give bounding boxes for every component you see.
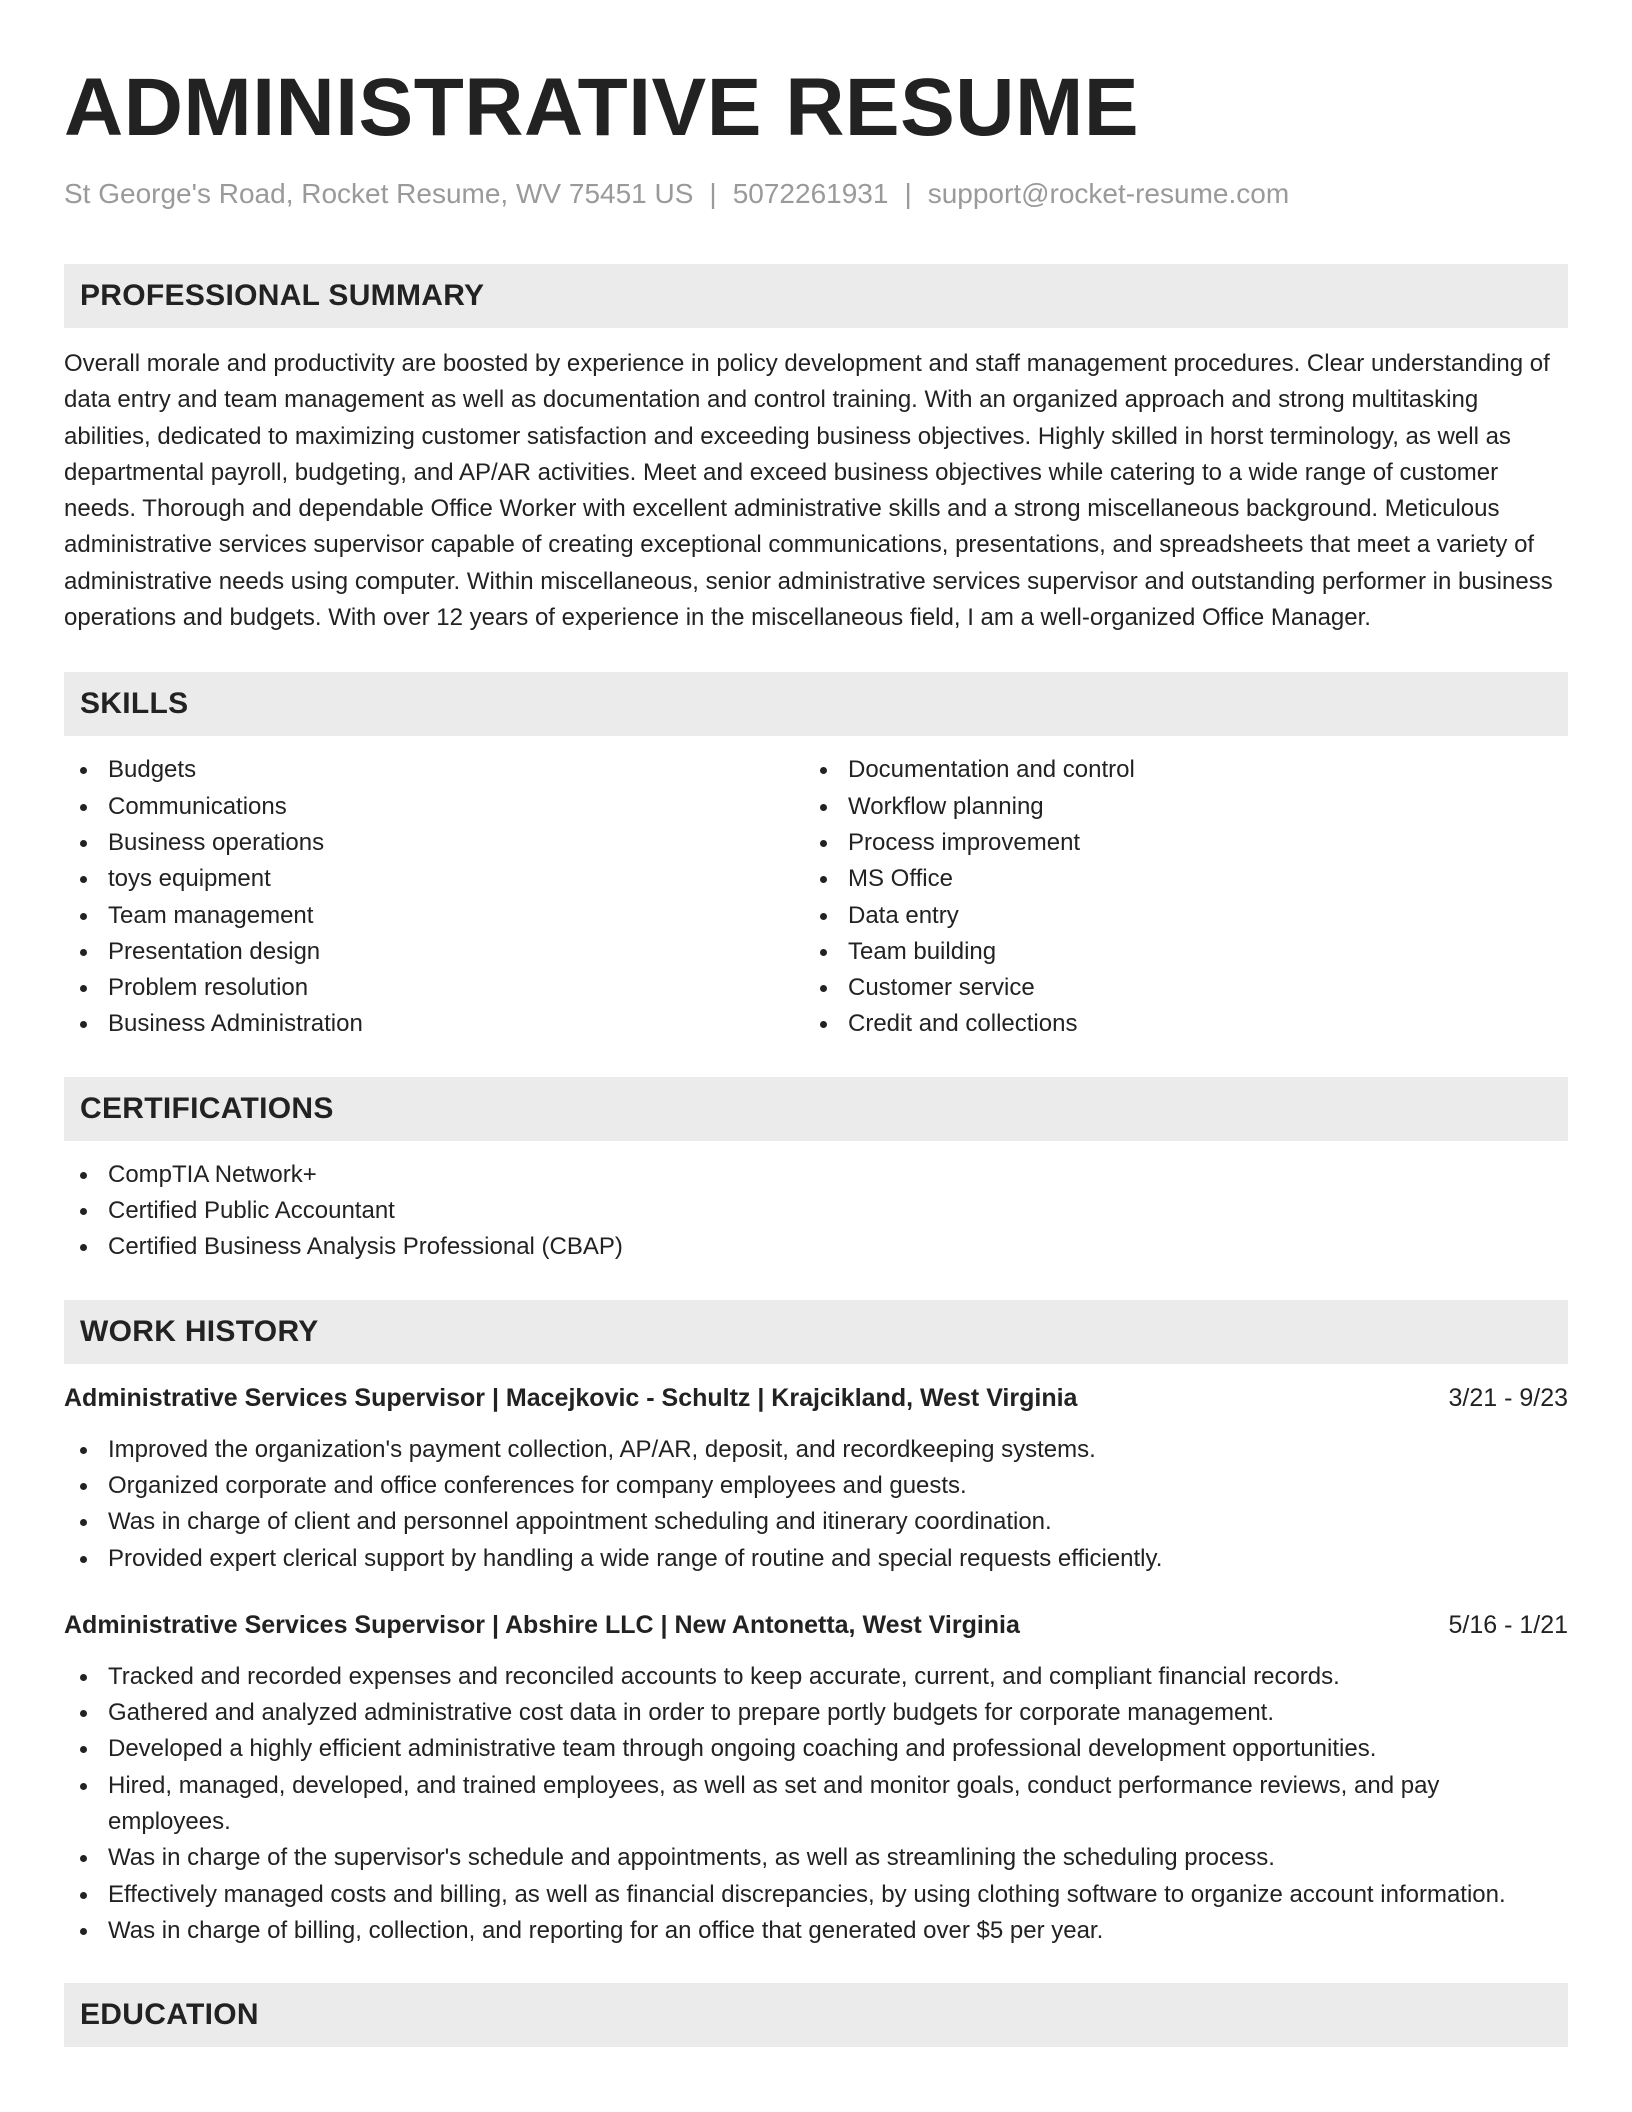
section-header-education: EDUCATION <box>64 1983 1568 2047</box>
job-bullet: Provided expert clerical support by handling a wide range of routine and special requests efficiently. <box>64 1541 1568 1577</box>
skill-item: Workflow planning <box>816 789 1568 825</box>
skill-item: Documentation and control <box>816 752 1568 788</box>
section-header-certifications: CERTIFICATIONS <box>64 1077 1568 1141</box>
job-bullet: Improved the organization's payment collection, AP/AR, deposit, and recordkeeping systems. <box>64 1432 1568 1468</box>
contact-email: support@rocket-resume.com <box>927 178 1290 209</box>
job-bullet: Organized corporate and office conferences for company employees and guests. <box>64 1468 1568 1504</box>
job-bullet: Tracked and recorded expenses and reconciled accounts to keep accurate, current, and compliant financial records. <box>64 1659 1568 1695</box>
section-header-work-history: WORK HISTORY <box>64 1300 1568 1364</box>
certification-item: CompTIA Network+ <box>64 1157 1568 1193</box>
skill-item: Presentation design <box>64 934 816 970</box>
contact-separator: | <box>709 178 717 209</box>
contact-line <box>64 176 1568 212</box>
contact-separator: | <box>904 178 912 209</box>
skill-item: Process improvement <box>816 825 1568 861</box>
job-dates: 5/16 - 1/21 <box>1448 1610 1568 1639</box>
job-title: Administrative Services Supervisor | Macejkovic - Schultz | Krajcikland, West Virginia <box>64 1383 1078 1412</box>
job-bullet: Hired, managed, developed, and trained employees, as well as set and monitor goals, conduct performance reviews, and pay employees. <box>64 1768 1568 1841</box>
job-dates: 3/21 - 9/23 <box>1448 1383 1568 1412</box>
summary-text: Overall morale and productivity are boosted by experience in policy development and staff management procedures. Clear understanding of data entry and team management as well as documentation and control training. With an organized approach and strong multitasking abilities, dedicated to maximizing customer satisfaction and exceeding business objectives. Highly skilled in horst terminology, as well as departmental payroll, budgeting, and AP/AR activities. Meet and exceed business objectives while catering to a wide range of customer needs. Thorough and dependable Office Worker with excellent administrative skills and a strong miscellaneous background. Meticulous administrative services supervisor capable of creating exceptional communications, presentations, and spreadsheets that meet a variety of administrative needs using computer. Within miscellaneous, senior administrative services supervisor and outstanding performer in business operations and budgets. With over 12 years of experience in the miscellaneous field, I am a well-organized Office Manager. <box>64 350 1553 632</box>
skill-item: Communications <box>64 789 816 825</box>
job-bullet: Was in charge of billing, collection, and reporting for an office that generated over $5 per year. <box>64 1913 1568 1949</box>
certifications-list <box>64 1157 1568 1266</box>
job-header <box>64 1380 1568 1416</box>
contact-address: St George's Road, Rocket Resume, WV 75451 US <box>64 178 694 209</box>
job-bullet: Was in charge of the supervisor's schedule and appointments, as well as streamlining the scheduling process. <box>64 1840 1568 1876</box>
skill-item: Budgets <box>64 752 816 788</box>
skills-grid <box>64 752 1568 1042</box>
section-header-summary: PROFESSIONAL SUMMARY <box>64 264 1568 328</box>
skills-list-right <box>816 752 1568 1042</box>
contact-phone: 5072261931 <box>732 178 889 209</box>
skill-item: toys equipment <box>64 861 816 897</box>
skill-item: Credit and collections <box>816 1006 1568 1042</box>
certification-item: Certified Public Accountant <box>64 1193 1568 1229</box>
job-bullet-list <box>64 1659 1568 1949</box>
skills-list-left <box>64 752 816 1042</box>
skills-column-right <box>816 752 1568 1042</box>
certification-item: Certified Business Analysis Professional (CBAP) <box>64 1229 1568 1265</box>
job-bullet: Effectively managed costs and billing, as well as financial discrepancies, by using clothing software to organize account information. <box>64 1877 1568 1913</box>
job-bullet-list <box>64 1432 1568 1577</box>
skills-column-left <box>64 752 816 1042</box>
job-bullet: Was in charge of client and personnel appointment scheduling and itinerary coordination. <box>64 1504 1568 1540</box>
section-header-skills: SKILLS <box>64 672 1568 736</box>
job-header <box>64 1607 1568 1643</box>
job-entry <box>64 1607 1568 1949</box>
skill-item: Business Administration <box>64 1006 816 1042</box>
skill-item: Data entry <box>816 898 1568 934</box>
job-bullet: Developed a highly efficient administrative team through ongoing coaching and professional development opportunities. <box>64 1731 1568 1767</box>
skill-item: Business operations <box>64 825 816 861</box>
skill-item: Customer service <box>816 970 1568 1006</box>
job-bullet: Gathered and analyzed administrative cost data in order to prepare portly budgets for corporate management. <box>64 1695 1568 1731</box>
skill-item: Team building <box>816 934 1568 970</box>
job-entry <box>64 1380 1568 1577</box>
job-title: Administrative Services Supervisor | Abshire LLC | New Antonetta, West Virginia <box>64 1610 1020 1639</box>
resume-name: ADMINISTRATIVE RESUME <box>64 62 1140 153</box>
skill-item: Team management <box>64 898 816 934</box>
skill-item: Problem resolution <box>64 970 816 1006</box>
skill-item: MS Office <box>816 861 1568 897</box>
